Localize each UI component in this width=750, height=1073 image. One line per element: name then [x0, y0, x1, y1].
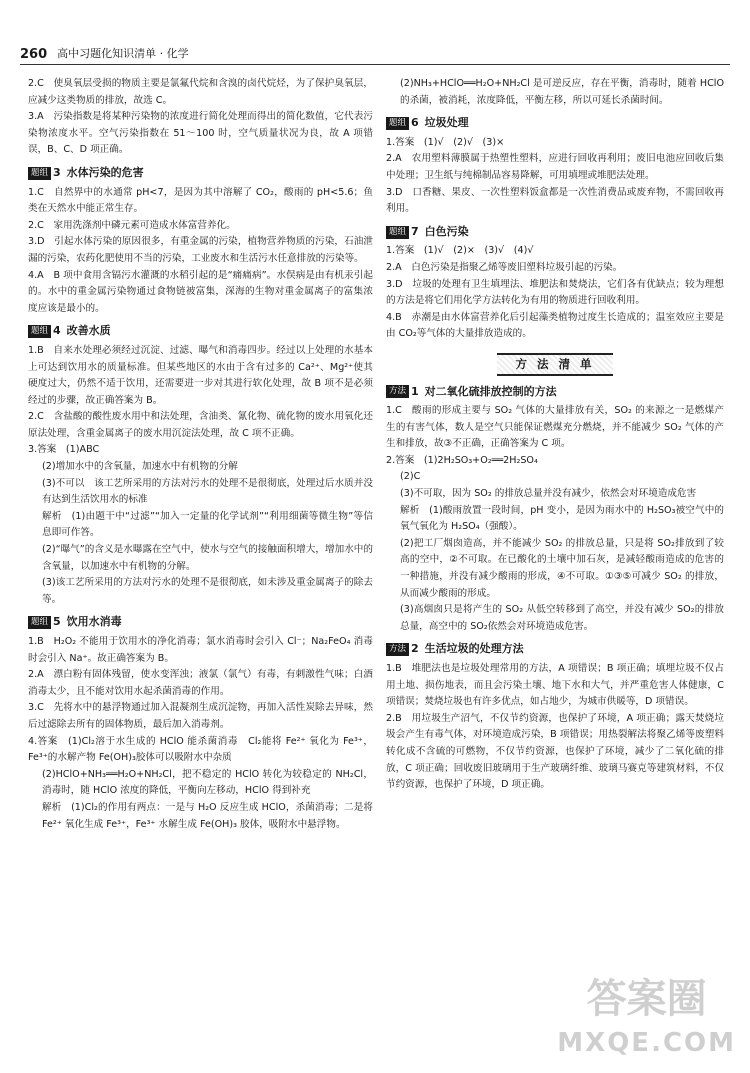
answer-paragraph: 2.A 农用塑料薄膜属于热塑性塑料，应进行回收再利用；废旧电池应回收后集中处理；卫生纸与纯棉制品容易降解，可用填埋或堆肥法处理。: [386, 153, 724, 181]
answer-paragraph: 2.C 含盐酸的酸性废水用中和法处理，含油类、氰化物、硫化物的废水用氧化还原法处理，含重金属离子的废水用沉淀法处理，故 C 项不正确。: [28, 411, 373, 439]
watermark-url: MXQE.COM: [557, 1028, 736, 1058]
answer-paragraph: 4.答案 (1)Cl₂溶于水生成的 HClO 能杀菌消毒 Cl₂能将 Fe²⁺ 氧化为 Fe³⁺，Fe³⁺的水解产物 Fe(OH)₃胶体可以吸附水中杂质: [28, 735, 373, 764]
section-tag: 方法: [386, 643, 409, 656]
answer-paragraph: 2.C 家用洗涤剂中磷元素可造成水体富营养化。: [28, 219, 236, 231]
section-tag: 方法: [386, 385, 409, 398]
watermark-text: 答案圈: [586, 976, 707, 1022]
answer-paragraph: 3.D 引起水体污染的原因很多，有重金属的污染，植物营养物质的污染，石油泄漏的污染，农药化肥使用不当的污染，工业废水和生活污水任意排放的污染等。: [28, 236, 373, 264]
answer-paragraph: 3.A 污染指数是将某种污染物的浓度进行简化处理而得出的简化数值，它代表污染物浓度水平。空气污染指数在 51～100 时，空气质量状况为良，故 A 项错误，B、C、D 项正确。: [28, 111, 373, 156]
section-tag: 题组: [386, 226, 409, 239]
section-heading: [386, 115, 724, 132]
left-column: [28, 76, 373, 833]
answer-paragraph: 2.答案 (1)2H₂SO₃+O₂══2H₂SO₄: [386, 454, 538, 466]
answer-paragraph: 1.C 自然界中的水通常 pH<7，是因为其中溶解了 CO₂，酸雨的 pH<5.6；鱼类在天然水中能正常生存。: [28, 186, 373, 215]
section-title: 垃圾处理: [424, 116, 469, 130]
answer-paragraph: 3.答案 (1)ABC: [28, 444, 100, 456]
answer-paragraph: (3)该工艺所采用的方法对污水的处理不是很彻底，如未涉及重金属离子的除去等。: [42, 577, 373, 605]
answer-paragraph: 1.C 酸雨的形成主要与 SO₂ 气体的大量排放有关，SO₂ 的来源之一是燃煤产生的有害气体，数人是空气只能保证燃煤充分燃烧，并不能减少 SO₂ 气体的产生和排放，故③不正确，正确答案为 C 项。: [386, 405, 724, 450]
answer-paragraph: 3.D 垃圾的处理有卫生填埋法、堆肥法和焚烧法，它们各有优缺点；较为理想的方法是将它们用化学方法转化为有用的物质进行回收利用。: [386, 278, 724, 307]
section-title: 饮用水消毒: [66, 615, 122, 629]
page-header: [20, 44, 730, 65]
right-column: [386, 76, 724, 794]
methods-banner-title: 方 法 清 单: [497, 353, 612, 376]
section-tag: 题组: [386, 117, 409, 130]
section-number: 1: [411, 384, 419, 398]
answer-paragraph: 2.A 漂白粉有固体残留，使水变浑浊；液氯（氯气）有毒，有刺激性气味；白酒消毒太少，且不能对饮用水起杀菌消毒的作用。: [28, 669, 373, 697]
answer-paragraph: 1.B 自来水处理必须经过沉淀、过滤、曝气和消毒四步。经过以上处理的水基本上可达到饮用水的质量标准。但某些地区的水由于含有过多的 Ca²⁺、Mg²⁺使其硬度过大，仍然不适于饮用，还需要进一步对其进行软化处理，故 B 项不是必须经过的步骤，故正确答案为 B。: [28, 344, 373, 406]
answer-paragraph: (3)不可取，因为 SO₂ 的排放总量并没有减少，依然会对环境造成危害: [400, 488, 697, 500]
section-heading: [386, 384, 724, 401]
answer-paragraph: (3)高烟囱只是将产生的 SO₂ 从低空转移到了高空，并没有减少 SO₂的排放总量，高空中的 SO₂依然会对环境造成危害。: [400, 604, 724, 632]
answer-paragraph: (2)把工厂烟囱造高，并不能减少 SO₂ 的排放总量，只是将 SO₂排放到了较高的空中，②不可取。在已酸化的土壤中加石灰，是减轻酸雨造成的危害的一种措施，并没有减少酸雨的形成，④不可取。①③⑤可减少 SO₂ 的排放，从而减少酸雨的形成。: [400, 537, 724, 599]
section-heading: [386, 224, 724, 241]
section-title: 改善水质: [66, 324, 111, 338]
section-heading: [28, 165, 373, 182]
answer-paragraph: (2)“曝气”的含义是水曝露在空气中，使水与空气的接触面积增大，增加水中的含氧量，以加速水中有机物的分解。: [42, 544, 373, 572]
section-title: 对二氧化硫排放控制的方法: [424, 384, 557, 398]
section-title: 白色污染: [424, 224, 469, 238]
answer-paragraph: 1.答案 (1)√ (2)√ (3)×: [386, 136, 505, 148]
answer-paragraph: 2.C 使臭氧层受损的物质主要是氯氟代烷和含溴的卤代烷烃，为了保护臭氧层，应减少这类物质的排放，故选 C。: [28, 78, 373, 106]
methods-banner: [386, 353, 724, 376]
section-number: 3: [53, 165, 61, 179]
answer-paragraph: 4.B 赤潮是由水体富营养化后引起藻类植物过度生长造成的；温室效应主要是由 CO₂等气体的大量排放造成的。: [386, 311, 724, 340]
watermark-logo: [557, 977, 736, 1065]
answer-paragraph: (2)C: [400, 471, 421, 483]
section-title: 水体污染的危害: [66, 165, 144, 179]
answer-paragraph: (2)HClO+NH₃══H₂O+NH₂Cl，把不稳定的 HClO 转化为较稳定的 NH₂Cl，消毒时，随 HClO 浓度的降低，平衡向左移动，HClO 得到补充: [42, 768, 373, 797]
answer-paragraph: 2.A 白色污染是指聚乙烯等废旧塑料垃圾引起的污染。: [386, 261, 623, 273]
section-heading: [28, 614, 373, 631]
answer-paragraph: (2)增加水中的含氧量，加速水中有机物的分解: [42, 461, 238, 473]
section-tag: 题组: [28, 616, 51, 629]
answer-paragraph: 2.B 用垃圾生产沼气，不仅节约资源，也保护了环境，A 项正确；露天焚烧垃圾会产生有毒气体，对环境造成污染，B 项错误；用热裂解法将聚乙烯等废塑料转化成不含硫的可燃物，不仅节约资源，也保护了环境，减少了二氧化硫的排放，C 项正确；回收废旧玻璃用于生产玻璃纤维、玻璃马赛克等建筑材料，不仅节约资源，也保护了环境，D 项正确。: [386, 712, 724, 791]
answer-paragraph: 1.答案 (1)√ (2)× (3)√ (4)√: [386, 245, 534, 257]
section-number: 5: [53, 615, 61, 629]
answer-paragraph: (2)NH₃+HClO══H₂O+NH₂Cl 是可逆反应，存在平衡，消毒时，随着 HClO 的杀菌，被消耗，浓度降低，平衡左移，所以可延长杀菌时间。: [400, 78, 724, 106]
section-tag: 题组: [28, 167, 51, 180]
answer-paragraph: 解析 (1)Cl₂的作用有两点：一是与 H₂O 反应生成 HClO，杀菌消毒；二是将 Fe²⁺ 氧化生成 Fe³⁺，Fe³⁺ 水解生成 Fe(OH)₃ 胶体，吸附水中悬浮物。: [42, 801, 373, 830]
book-title: 高中习题化知识清单 · 化学: [57, 47, 189, 60]
section-title: 生活垃圾的处理方法: [424, 642, 524, 656]
answer-paragraph: 解析 (1)由题干中“过滤”“加入一定量的化学试剂”“利用细菌等微生物”等信息即可作答。: [42, 510, 373, 539]
answer-paragraph: 3.C 先将水中的悬浮物通过加入混凝剂生成沉淀物，再加入活性炭除去异味，然后过滤除去所有的固体物质，最后加入消毒剂。: [28, 702, 373, 730]
section-heading: [28, 323, 373, 340]
answer-paragraph: 1.B 堆肥法也是垃圾处理常用的方法，A 项错误；B 项正确；填埋垃圾不仅占用土地、损伤地表，而且会污染土壤、地下水和大气，并严重危害人体健康，C 项错误；焚烧垃圾也有许多优点，如占地少，为城市供暖等，D 项错误。: [386, 663, 724, 708]
section-number: 6: [411, 116, 419, 130]
section-number: 7: [411, 224, 419, 238]
answer-paragraph: 4.A B 项中食用含镉污水灌溉的水稻引起的是“痛痛病”。水俣病是由有机汞引起的。水中的重金属污染物通过食物链被富集，深海的生物对重金属离子的富集浓度应该是最小的。: [28, 269, 373, 314]
page-number: 260: [20, 47, 48, 62]
answer-paragraph: 3.D 口香糖、果皮、一次性塑料饭盒都是一次性消费品或废弃物，不需回收再利用。: [386, 186, 724, 215]
section-heading: [386, 641, 724, 658]
section-tag: 题组: [28, 325, 51, 338]
section-number: 2: [411, 642, 419, 656]
answer-paragraph: 1.B H₂O₂ 不能用于饮用水的净化消毒；氯水消毒时会引入 Cl⁻；Na₂FeO₄ 消毒时会引入 Na⁺。故正确答案为 B。: [28, 636, 373, 664]
answer-paragraph: (3)不可以 该工艺所采用的方法对污水的处理不是很彻底，处理过后水质并没有达到生活饮用水的标准: [42, 477, 373, 506]
section-number: 4: [53, 324, 61, 338]
answer-paragraph: 解析 (1)酸雨放置一段时间，pH 变小，是因为雨水中的 H₂SO₃被空气中的氧气氧化为 H₂SO₄（强酸）。: [400, 504, 724, 533]
